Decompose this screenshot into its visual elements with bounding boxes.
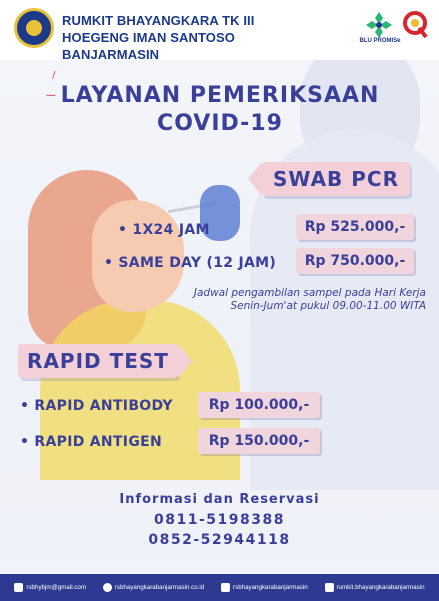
title-line1: LAYANAN PEMERIKSAAN <box>60 83 380 108</box>
page-title <box>30 82 410 138</box>
hospital-name-line2: HOEGENG IMAN SANTOSO BANJARMASIN <box>62 30 235 62</box>
swab-pcr-banner: SWAB PCR <box>262 162 410 196</box>
globe-icon <box>103 583 112 592</box>
title-line2: COVID-19 <box>157 111 283 136</box>
sparkle-icon: — <box>46 90 56 101</box>
instagram-icon <box>221 583 230 592</box>
hospital-name <box>62 12 322 63</box>
swab-item-price: Rp 750.000,- <box>296 248 414 274</box>
swab-item-label: • 1X24 JAM <box>118 222 210 238</box>
footer-website-text: rsbhayangkarabanjarmasin.co.id <box>114 584 205 591</box>
rapid-item-label: • RAPID ANTIGEN <box>20 434 162 450</box>
header <box>0 0 439 60</box>
footer-instagram[interactable] <box>221 583 308 592</box>
footer-instagram-text: rsbhayangkarabanjarmasin <box>233 584 308 591</box>
footer-website[interactable] <box>103 583 204 592</box>
footer-email-text: rsbhybjm@gmail.com <box>26 584 86 591</box>
hospital-name-line1: RUMKIT BHAYANGKARA TK III <box>62 13 255 28</box>
footer <box>0 574 439 601</box>
phone-number[interactable]: 0811-5198388 <box>154 512 285 528</box>
footer-email[interactable] <box>14 583 86 592</box>
contact-section <box>0 490 439 550</box>
rapid-test-banner: RAPID TEST <box>18 344 178 378</box>
footer-facebook[interactable] <box>325 583 425 592</box>
phone-number[interactable]: 0852-52944118 <box>148 532 291 548</box>
blu-logo-icon <box>364 10 394 40</box>
rapid-item-label: • RAPID ANTIBODY <box>20 398 173 414</box>
sparkle-icon: / <box>52 70 56 81</box>
police-seal-logo <box>14 8 54 48</box>
rapid-item-price: Rp 150.000,- <box>198 428 320 454</box>
quality-logo-icon <box>402 10 428 40</box>
footer-facebook-text: rumkit.bhayangkarabanjarmasin <box>336 584 425 591</box>
blu-label: BLU PROMISe <box>359 38 401 44</box>
contact-title: Informasi dan Reservasi <box>119 492 320 507</box>
schedule-note <box>150 287 426 313</box>
schedule-line2: Senin-Jum'at pukul 09.00-11.00 WITA <box>230 300 426 312</box>
swab-item-price: Rp 525.000,- <box>296 214 414 240</box>
schedule-line1: Jadwal pengambilan sampel pada Hari Kerja <box>193 287 426 299</box>
swab-item-label: • SAME DAY (12 JAM) <box>104 255 277 271</box>
facebook-icon <box>325 583 334 592</box>
rapid-item-price: Rp 100.000,- <box>198 392 320 418</box>
email-icon <box>14 583 23 592</box>
